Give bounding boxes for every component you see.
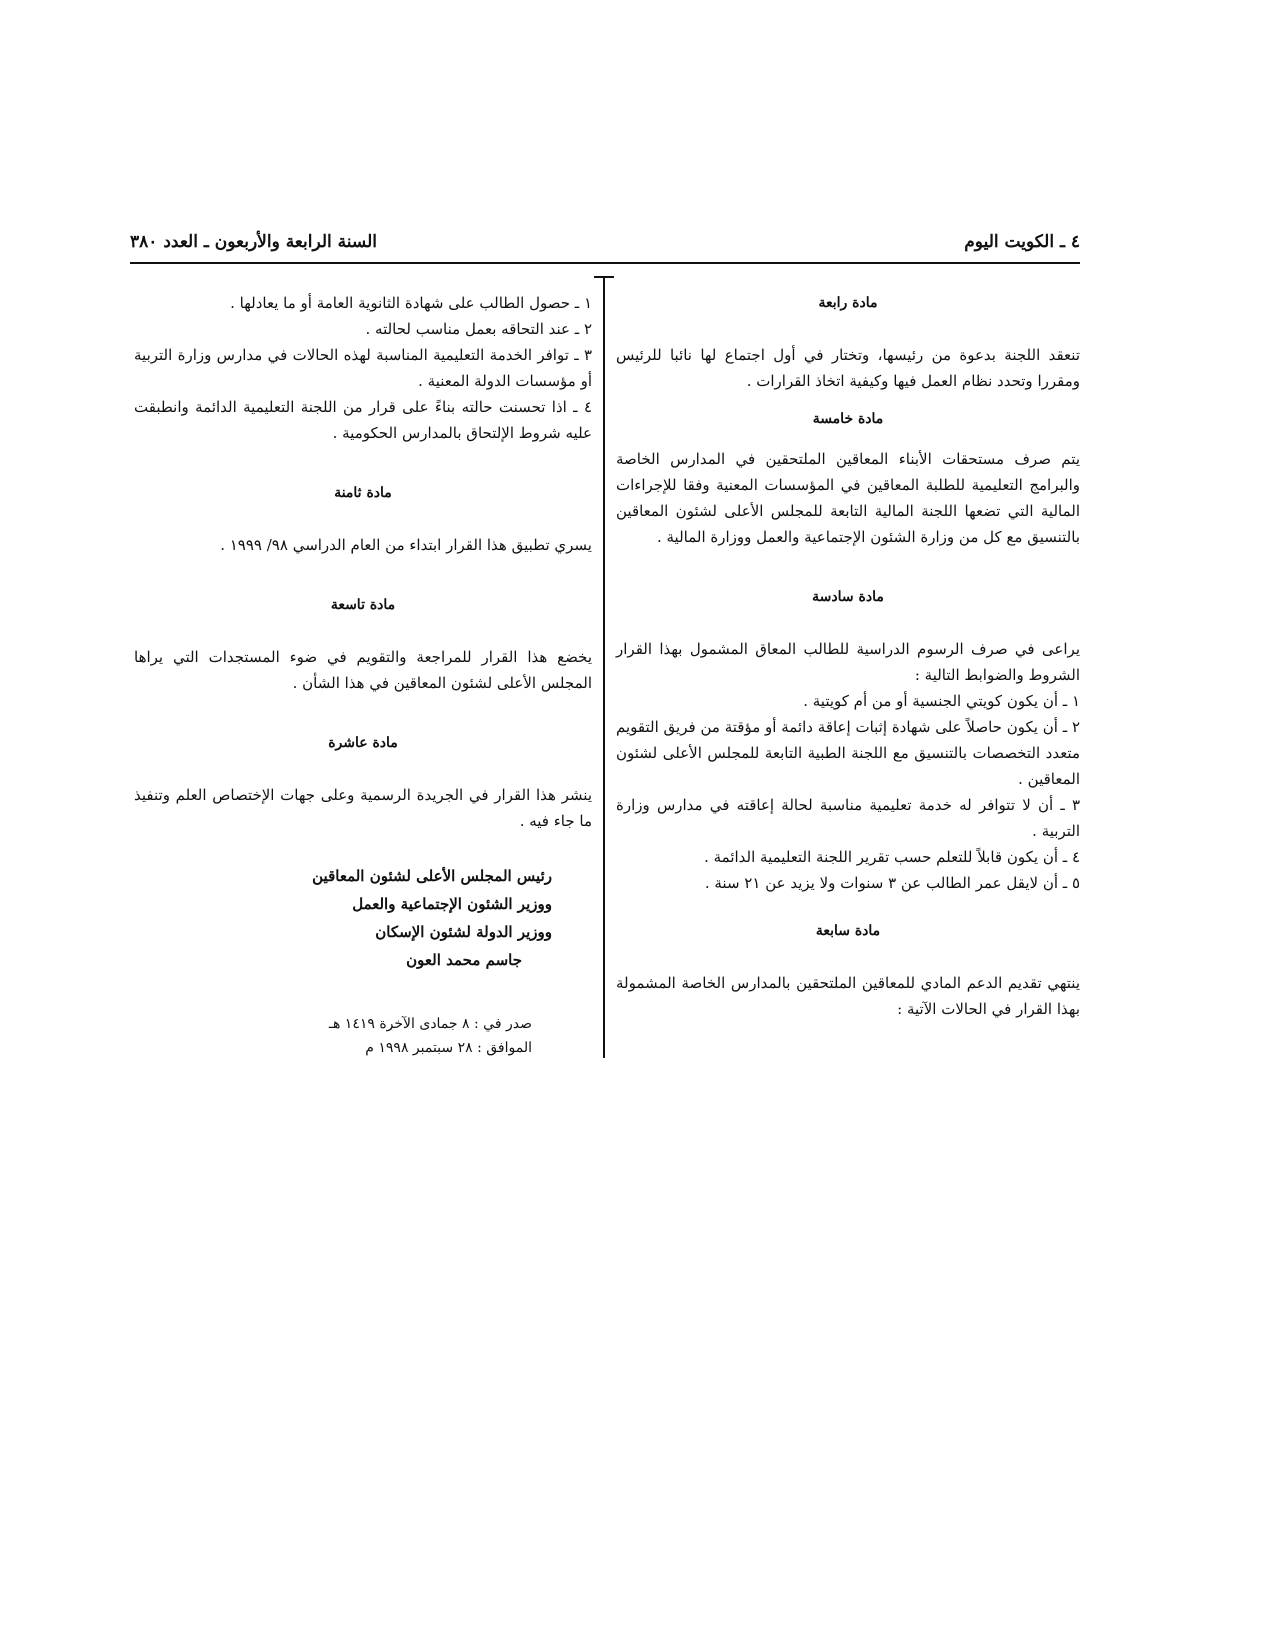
article-6-title: مادة سادسة bbox=[812, 589, 884, 605]
article-7-item-3: ٣ ـ توافر الخدمة التعليمية المناسبة لهذه الحالات في مدارس وزارة التربية أو مؤسسات الدولة المعنية . bbox=[134, 346, 592, 390]
header-issue: السنة الرابعة والأربعون ـ العدد ٣٨٠ bbox=[130, 232, 377, 252]
article-10-text: ينشر هذا القرار في الجريدة الرسمية وعلى جهات الإختصاص العلم وتنفيذ ما جاء فيه . bbox=[134, 786, 592, 830]
header-publication: ٤ ـ الكويت اليوم bbox=[964, 232, 1080, 252]
issue-date-block bbox=[134, 1012, 532, 1060]
article-7-text: ينتهي تقديم الدعم المادي للمعاقين الملتحقين بالمدارس الخاصة المشمولة بهذا القرار في الحالات الآتية : bbox=[616, 974, 1080, 1018]
signature-title-1: رئيس المجلس الأعلى لشئون المعاقين bbox=[312, 867, 552, 885]
issue-date-hijri: صدر في : ٨ جمادى الآخرة ١٤١٩ هـ bbox=[328, 1016, 532, 1032]
article-8-title: مادة ثامنة bbox=[334, 485, 392, 501]
article-7-item-2: ٢ ـ عند التحاقه بعمل مناسب لحالته . bbox=[365, 320, 592, 338]
article-6-item-1: ١ ـ أن يكون كويتي الجنسية أو من أم كويتية . bbox=[803, 692, 1080, 710]
article-7-item-1: ١ ـ حصول الطالب على شهادة الثانوية العامة أو ما يعادلها . bbox=[230, 294, 592, 312]
article-5-title: مادة خامسة bbox=[812, 411, 884, 427]
article-7-title: مادة سابعة bbox=[815, 923, 881, 939]
article-6-intro: يراعى في صرف الرسوم الدراسية للطالب المعاق المشمول بهذا القرار الشروط والضوابط التالية : bbox=[616, 640, 1080, 684]
article-10-title: مادة عاشرة bbox=[328, 735, 398, 751]
article-4-title: مادة رابعة bbox=[818, 295, 878, 311]
article-5-text: يتم صرف مستحقات الأبناء المعاقين الملتحقين في المدارس الخاصة والبرامج التعليمية للطلبة المعاقين في المؤسسات المعنية وفقا للإجراءات المالية التي تضعها اللجنة المالية التابعة للمجلس الأعلى لشئون المعاقين بالتنسيق مع كل من وزارة الشئون الإجتماعية والعمل ووزارة المالية . bbox=[616, 450, 1080, 546]
left-column bbox=[134, 290, 592, 1060]
signatory-name: جاسم محمد العون bbox=[406, 951, 522, 969]
signature-block bbox=[134, 862, 552, 974]
column-divider bbox=[603, 276, 605, 1058]
signature-title-3: ووزير الدولة لشئون الإسكان bbox=[375, 923, 552, 941]
article-4-text: تنعقد اللجنة بدعوة من رئيسها، وتختار في أول اجتماع لها نائبا للرئيس ومقررا وتحدد نظام العمل فيها وكيفية اتخاذ القرارات . bbox=[616, 346, 1080, 390]
article-6-item-3: ٣ ـ أن لا تتوافر له خدمة تعليمية مناسبة لحالة إعاقته في مدارس وزارة التربية . bbox=[616, 796, 1080, 840]
article-6-item-4: ٤ ـ أن يكون قابلاً للتعلم حسب تقرير اللجنة التعليمية الدائمة . bbox=[704, 848, 1080, 866]
page-header bbox=[130, 226, 1080, 260]
header-rule bbox=[130, 262, 1080, 264]
article-6-item-5: ٥ ـ أن لايقل عمر الطالب عن ٣ سنوات ولا يزيد عن ٢١ سنة . bbox=[704, 874, 1080, 892]
right-column bbox=[616, 290, 1080, 1034]
article-6-item-2: ٢ ـ أن يكون حاصلاً على شهادة إثبات إعاقة دائمة أو مؤقتة من فريق التقويم متعدد التخصصات بالتنسيق مع اللجنة الطبية التابعة للمجلس الأعلى لشئون المعاقين . bbox=[616, 718, 1080, 788]
article-7-item-4: ٤ ـ اذا تحسنت حالته بناءً على قرار من اللجنة التعليمية الدائمة وانطبقت عليه شروط الإلتحاق بالمدارس الحكومية . bbox=[134, 398, 592, 442]
article-9-text: يخضع هذا القرار للمراجعة والتقويم في ضوء المستجدات التي يراها المجلس الأعلى لشئون المعاقين في هذا الشأن . bbox=[134, 648, 592, 692]
article-9-title: مادة تاسعة bbox=[330, 597, 396, 613]
signature-title-2: ووزير الشئون الإجتماعية والعمل bbox=[352, 895, 552, 913]
article-8-text: يسري تطبيق هذا القرار ابتداء من العام الدراسي ٩٨/ ١٩٩٩ . bbox=[220, 536, 592, 554]
issue-date-gregorian: الموافق : ٢٨ سبتمبر ١٩٩٨ م bbox=[365, 1040, 532, 1056]
